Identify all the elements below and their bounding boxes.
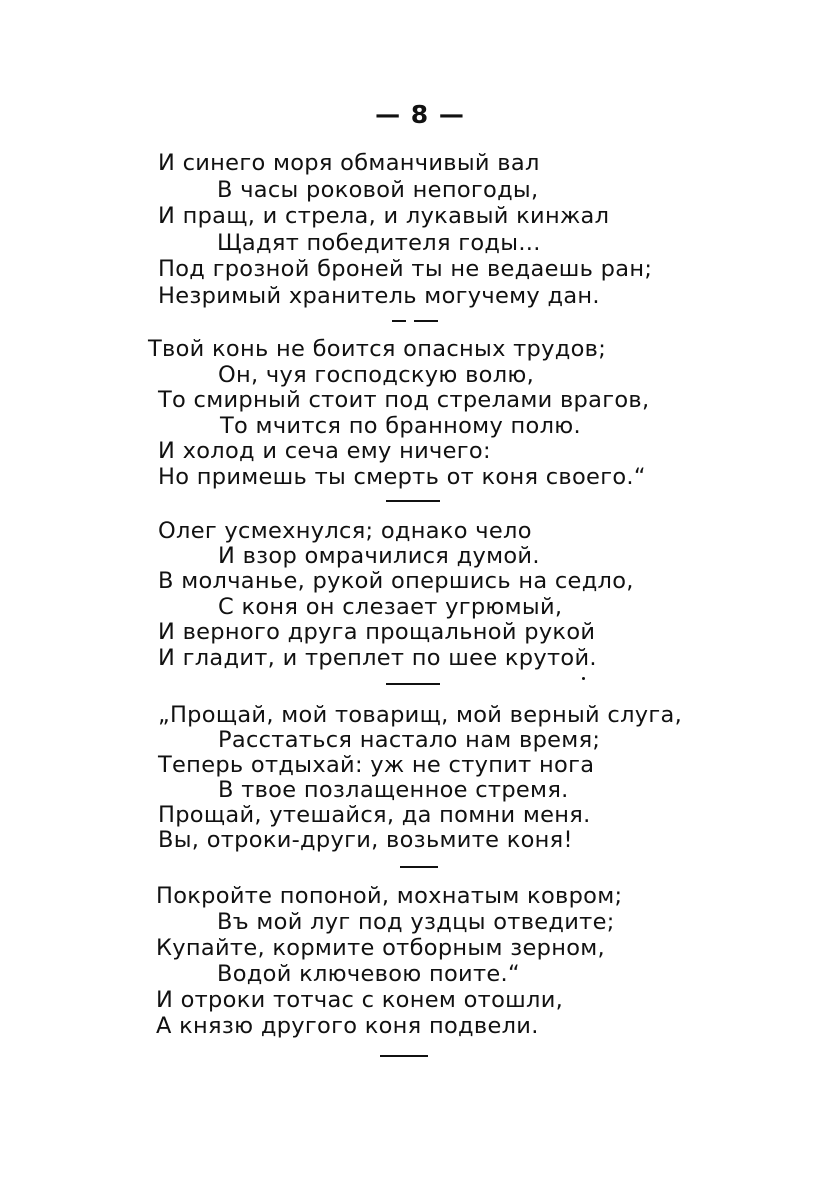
poem-line: Незримый хранитель могучему дан. — [158, 283, 600, 309]
poem-line: Теперь отдыхай: уж не ступит нога — [158, 752, 595, 778]
poem-line: В твое позлащенное стремя. — [218, 777, 569, 803]
poem-line: И гладит, и треплет по шее крутой. — [158, 645, 597, 671]
page-number: — 8 — — [375, 100, 465, 129]
poem-line: Въ мой луг под уздцы отведите; — [217, 909, 615, 935]
poem-line: То смирный стоит под стрелами врагов, — [158, 387, 650, 413]
poem-line: То мчится по бранному полю. — [220, 413, 581, 439]
stanza-divider — [386, 683, 440, 685]
poem-line: И пращ, и стрела, и лукавый кинжал — [158, 203, 610, 229]
stanza-divider — [400, 866, 438, 868]
poem-line: И взор омрачилися думой. — [218, 543, 540, 569]
poem-line: И отроки тотчас с конем отошли, — [156, 987, 564, 1013]
poem-line: Прощай, утешайся, да помни меня. — [158, 802, 591, 828]
poem-line: Щадят победителя годы... — [217, 230, 541, 256]
stanza-divider — [392, 320, 406, 322]
poem-line: В часы роковой непогоды, — [217, 177, 539, 203]
poem-line: Он, чуя господскую волю, — [218, 362, 535, 388]
poem-line: Но примешь ты смерть от коня своего.“ — [158, 464, 646, 490]
poem-line: И верного друга прощальной рукой — [158, 619, 596, 645]
end-divider — [380, 1055, 428, 1057]
stanza-divider — [386, 500, 440, 502]
ink-speck — [582, 677, 585, 680]
poem-line: Купайте, кормите отборным зерном, — [156, 935, 605, 961]
poem-line: И холод и сеча ему ничего: — [158, 438, 491, 464]
poem-line: Олег усмехнулся; однако чело — [158, 518, 532, 544]
poem-line: А князю другого коня подвели. — [156, 1013, 539, 1039]
poem-line: „Прощай, мой товарищ, мой верный слуга, — [158, 702, 683, 728]
poem-line: Твой конь не боится опасных трудов; — [148, 336, 607, 362]
poem-line: Вы, отроки-други, возьмите коня! — [158, 827, 573, 853]
poem-line: В молчанье, рукой опершись на седло, — [158, 568, 634, 594]
poem-line: Покройте попоной, мохнатым ковром; — [156, 883, 623, 909]
stanza-divider — [414, 320, 438, 322]
poem-line: Расстаться настало нам время; — [218, 727, 601, 753]
poem-line: Водой ключевою поите.“ — [217, 961, 520, 987]
poem-line: С коня он слезает угрюмый, — [218, 594, 563, 620]
poem-line: И синего моря обманчивый вал — [158, 150, 540, 176]
poem-line: Под грозной броней ты не ведаешь ран; — [158, 256, 653, 282]
